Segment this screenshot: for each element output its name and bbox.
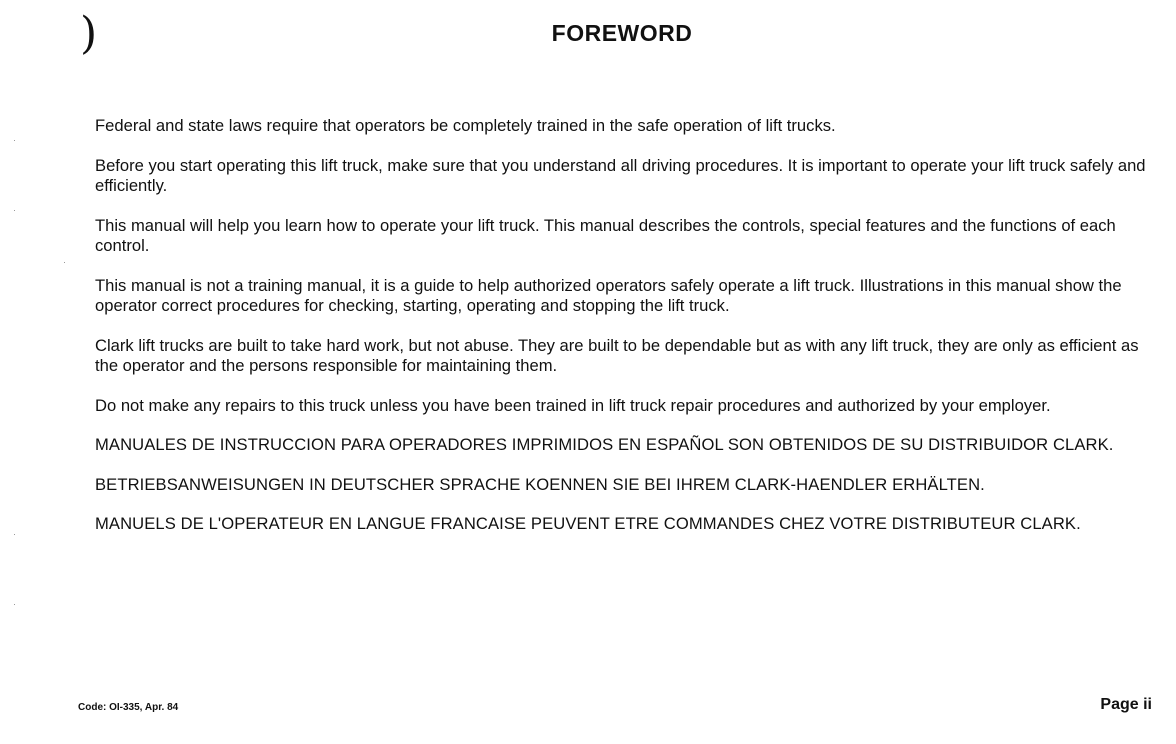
page-number: Page ii bbox=[1100, 696, 1152, 713]
scan-speck bbox=[14, 210, 15, 211]
paragraph-not-training-manual: This manual is not a training manual, it is a guide to help authorized operators safely operate a lift truck. Illustrations in this manual show the operator correct procedures for checking, starting, operating and stopping the lift truck. bbox=[95, 275, 1122, 315]
scan-speck bbox=[14, 534, 15, 535]
paragraph-clark-trucks: Clark lift trucks are built to take hard work, but not abuse. They are built to be dependable but as with any lift truck, they are only as efficient as the operator and the persons responsible for maintaining them. bbox=[95, 335, 1139, 375]
paragraph-driving-procedures: Before you start operating this lift truck, make sure that you understand all driving procedures. It is important to operate your lift truck safely and efficiently. bbox=[95, 155, 1146, 195]
foreword-body bbox=[95, 116, 1150, 554]
page-title: FOREWORD bbox=[551, 20, 693, 46]
paragraph-training-law: Federal and state laws require that operators be completely trained in the safe operation of lift trucks. bbox=[95, 116, 836, 135]
scan-speck bbox=[14, 140, 15, 141]
paragraph-repairs: Do not make any repairs to this truck unless you have been trained in lift truck repair procedures and authorized by your employer. bbox=[95, 395, 1051, 415]
binder-hole-mark: ) bbox=[80, 8, 98, 59]
paragraph-manual-purpose: This manual will help you learn how to operate your lift truck. This manual describes the controls, special features and the functions of each control. bbox=[95, 215, 1116, 255]
paragraph-french: MANUELS DE L'OPERATEUR EN LANGUE FRANCAISE PEUVENT ETRE COMMANDES CHEZ VOTRE DISTRIBUTEUR CLARK. bbox=[95, 514, 1081, 533]
paragraph-spanish: MANUALES DE INSTRUCCION PARA OPERADORES IMPRIMIDOS EN ESPAÑOL SON OBTENIDOS DE SU DISTRIBUIDOR CLARK. bbox=[95, 435, 1114, 454]
scan-speck bbox=[64, 262, 65, 263]
document-code: Code: OI-335, Apr. 84 bbox=[78, 702, 179, 713]
paragraph-german: BETRIEBSANWEISUNGEN IN DEUTSCHER SPRACHE KOENNEN SIE BEI IHREM CLARK-HAENDLER ERHÄLTEN. bbox=[95, 474, 985, 494]
scan-speck bbox=[14, 604, 15, 605]
